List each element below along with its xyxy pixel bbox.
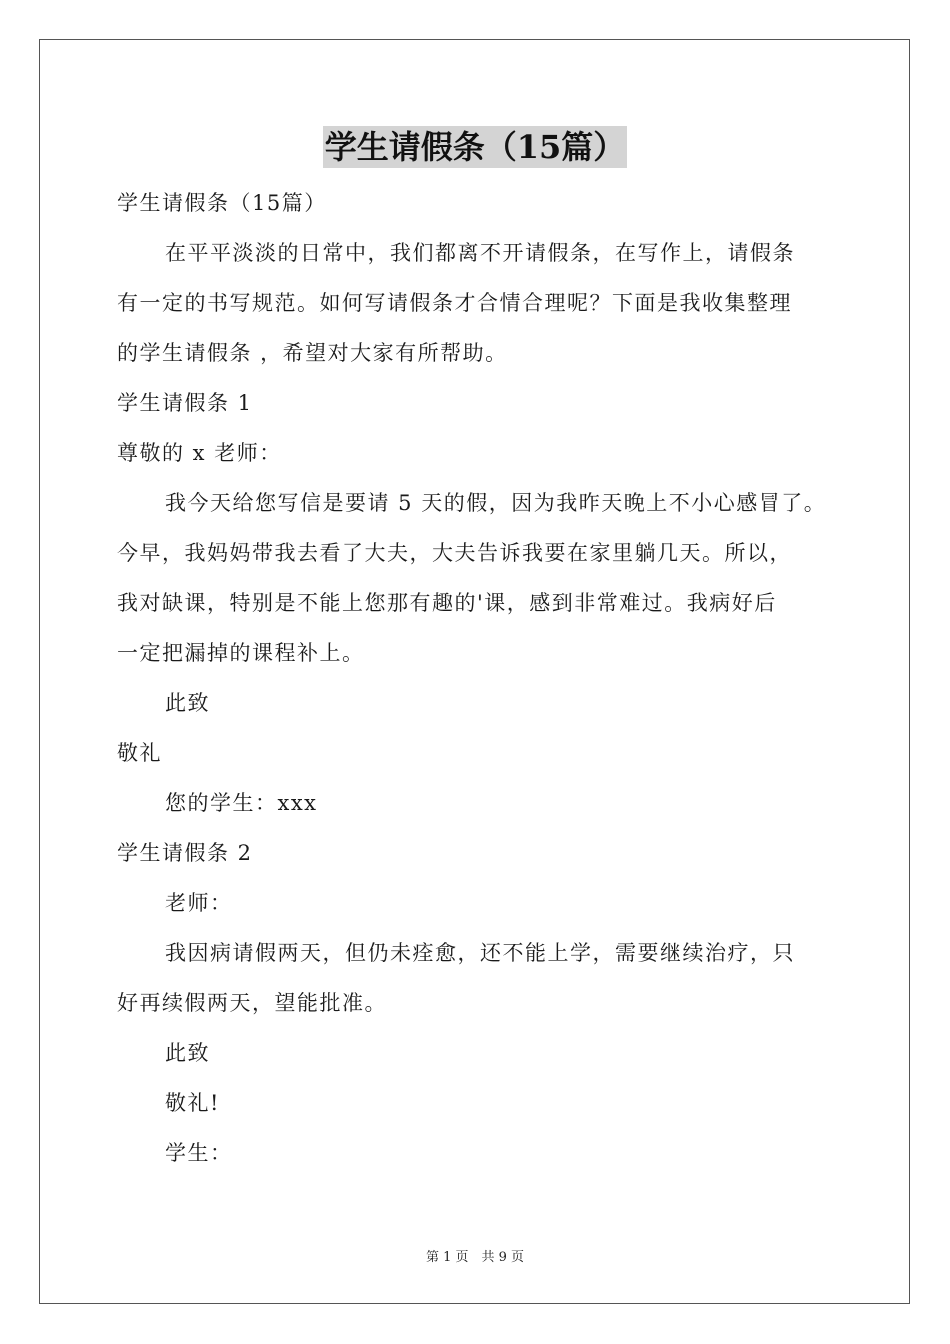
paragraph-line: 学生请假条（15篇） bbox=[117, 191, 327, 215]
paragraph-line: 此致 bbox=[165, 691, 210, 715]
paragraph-line: 好再续假两天，望能批准。 bbox=[117, 991, 387, 1015]
paragraph-line: 今早，我妈妈带我去看了大夫，大夫告诉我要在家里躺几天。所以， bbox=[117, 541, 792, 565]
paragraph-line: 有一定的书写规范。如何写请假条才合情合理呢？下面是我收集整理 bbox=[117, 291, 792, 315]
paragraph-line: 学生请假条 2 bbox=[117, 841, 253, 865]
paragraph-line: 老师： bbox=[165, 891, 233, 915]
paragraph-line: 敬礼! bbox=[165, 1091, 220, 1115]
paragraph-line: 的学生请假条 ，希望对大家有所帮助。 bbox=[117, 341, 508, 365]
document-body bbox=[117, 178, 837, 1178]
paragraph-line: 一定把漏掉的课程补上。 bbox=[117, 641, 365, 665]
title-container bbox=[0, 126, 950, 168]
paragraph-line: 我对缺课，特别是不能上您那有趣的'课，感到非常难过。我病好后 bbox=[117, 591, 777, 615]
document-title: 学生请假条（15篇） bbox=[324, 128, 626, 166]
paragraph-line: 在平平淡淡的日常中，我们都离不开请假条，在写作上，请假条 bbox=[165, 241, 795, 265]
paragraph-line: 您的学生：xxx bbox=[165, 791, 318, 815]
paragraph-line: 学生请假条 1 bbox=[117, 391, 253, 415]
paragraph-line: 尊敬的 x 老师： bbox=[117, 441, 282, 465]
page-footer: 第 1 页 共 9 页 bbox=[425, 1250, 525, 1265]
paragraph-line: 我因病请假两天，但仍未痊愈，还不能上学，需要继续治疗，只 bbox=[165, 941, 795, 965]
paragraph-line: 此致 bbox=[165, 1041, 210, 1065]
paragraph-line: 敬礼 bbox=[117, 741, 162, 765]
paragraph-line: 学生： bbox=[165, 1141, 233, 1165]
paragraph-line: 我今天给您写信是要请 5 天的假，因为我昨天晚上不小心感冒了。 bbox=[165, 491, 827, 515]
